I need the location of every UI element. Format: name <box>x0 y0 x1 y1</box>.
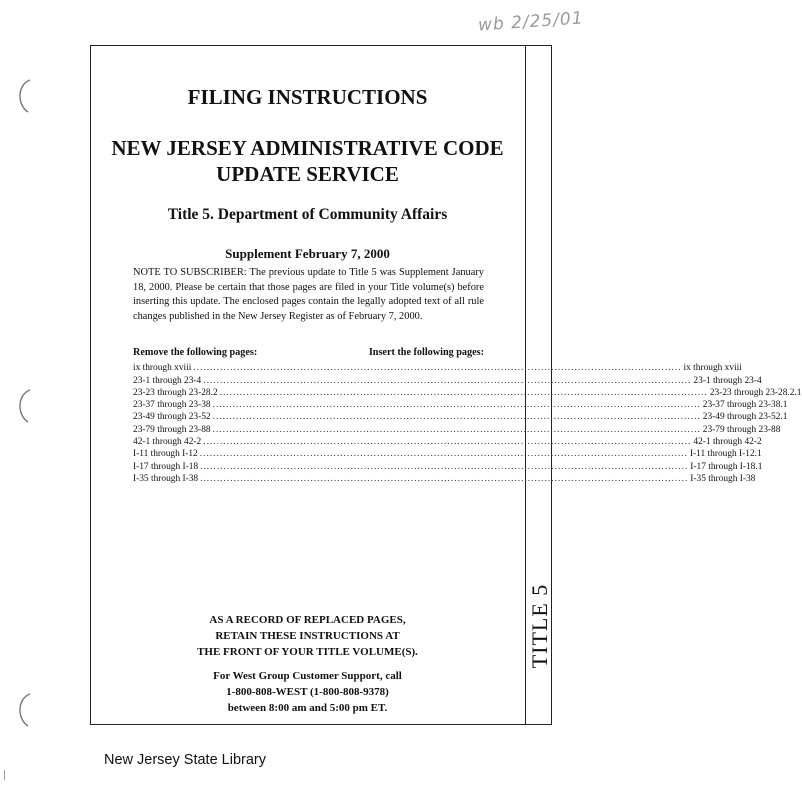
page-title: FILING INSTRUCTIONS <box>187 85 428 109</box>
binder-hole-mark <box>14 386 36 426</box>
remove-range: 23-23 through 23-28.2 <box>133 387 218 398</box>
remove-range: I-11 through I-12 <box>133 449 198 460</box>
list-item <box>133 387 802 399</box>
leader-dots: .................................................................................................................................................. <box>212 400 701 411</box>
binder-hole-mark <box>14 76 36 116</box>
leader-dots: .................................................................................................................................................. <box>200 461 689 472</box>
edge-mark <box>4 770 5 780</box>
list-item <box>133 423 781 435</box>
remove-range: I-35 through I-38 <box>133 473 199 484</box>
support-phone: 1-800-808-WEST (1-800-808-9378) <box>226 686 389 698</box>
handwritten-annotation: wb 2/25/01 <box>477 8 585 36</box>
remove-range: 23-49 through 23-52 <box>133 412 211 423</box>
leader-dots: .................................................................................................................................................. <box>212 424 701 435</box>
library-footer: New Jersey State Library <box>104 752 266 768</box>
insert-range: 23-37 through 23-38.1 <box>702 400 788 411</box>
binder-hole-mark <box>14 690 36 730</box>
remove-range: 23-79 through 23-88 <box>133 424 211 435</box>
service-heading-line: UPDATE SERVICE <box>216 162 399 186</box>
leader-dots: .................................................................................................................................................. <box>200 473 689 484</box>
insert-range: 23-49 through 23-52.1 <box>702 412 788 423</box>
insert-range: 23-79 through 23-88 <box>702 424 781 435</box>
remove-range: 42-1 through 42-2 <box>133 437 202 448</box>
insert-range: 23-1 through 23-4 <box>693 375 762 386</box>
insert-header: Insert the following pages: <box>368 347 484 358</box>
insert-range: I-17 through I-18.1 <box>690 461 763 472</box>
remove-range: ix through xviii <box>133 363 192 374</box>
list-item <box>133 374 762 386</box>
insert-range: 23-23 through 23-28.2.1 <box>709 387 802 398</box>
insert-range: ix through xviii <box>683 363 742 374</box>
leader-dots: .................................................................................................................................................. <box>193 363 682 374</box>
insert-range: 42-1 through 42-2 <box>693 437 762 448</box>
record-notice-line: AS A RECORD OF REPLACED PAGES, <box>209 614 406 626</box>
record-notice-line: RETAIN THESE INSTRUCTIONS AT <box>215 630 400 642</box>
remove-range: 23-37 through 23-38 <box>133 400 211 411</box>
leader-dots: .................................................................................................................................................. <box>219 387 708 398</box>
list-item <box>133 448 762 460</box>
insert-range: I-11 through I-12.1 <box>689 449 762 460</box>
record-notice <box>90 612 525 660</box>
support-line: For West Group Customer Support, call <box>213 670 402 682</box>
list-item <box>133 362 742 374</box>
supplement-date: Supplement February 7, 2000 <box>225 246 390 261</box>
list-item <box>133 473 756 485</box>
tab-label: TITLE 5 <box>527 583 552 669</box>
remove-header: Remove the following pages: <box>133 347 258 358</box>
support-info <box>90 668 525 716</box>
list-item <box>133 411 788 423</box>
insert-range: I-35 through I-38 <box>690 473 756 484</box>
service-heading <box>90 135 525 187</box>
title-subtitle: Title 5. Department of Community Affairs <box>167 206 448 223</box>
remove-range: 23-1 through 23-4 <box>133 375 202 386</box>
remove-range: I-17 through I-18 <box>133 461 199 472</box>
leader-dots: .................................................................................................................................................. <box>212 412 701 423</box>
list-item <box>133 436 762 448</box>
list-item <box>133 399 788 411</box>
column-headers <box>133 347 484 358</box>
leader-dots: .................................................................................................................................................. <box>203 375 692 386</box>
support-hours: between 8:00 am and 5:00 pm ET. <box>227 702 388 714</box>
list-item <box>133 460 763 472</box>
leader-dots: .................................................................................................................................................. <box>203 437 692 448</box>
page-list <box>133 362 802 485</box>
subscriber-note: NOTE TO SUBSCRIBER: The previous update to Title 5 was Supplement January 18, 2000. Please be certain that those pages are filed in your Title volume(s) before inserting this update. The enclosed pages contain the legally adopted text of all rule changes published in the New Jersey Register as of February 7, 2000. <box>133 267 484 322</box>
leader-dots: .................................................................................................................................................. <box>199 449 688 460</box>
service-heading-line: NEW JERSEY ADMINISTRATIVE CODE <box>111 136 504 160</box>
record-notice-line: THE FRONT OF YOUR TITLE VOLUME(S). <box>197 646 418 658</box>
